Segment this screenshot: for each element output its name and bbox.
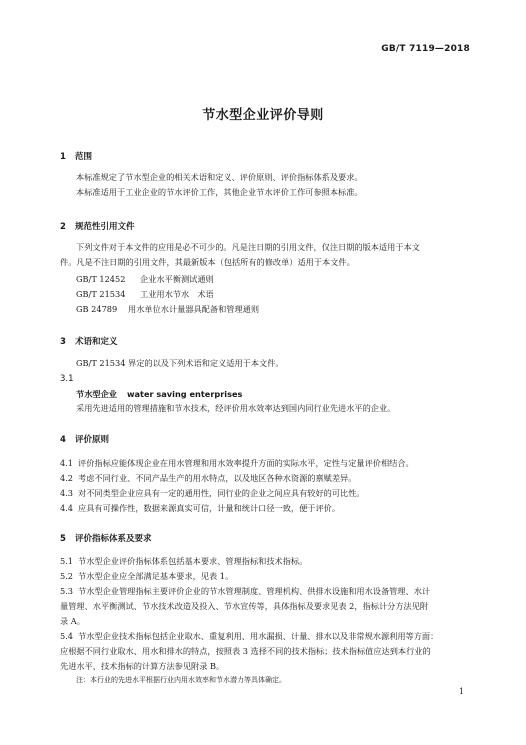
term-entry	[76, 389, 242, 400]
clause-continuation: 量管理、水平衡测试、节水技术改造及投入、节水宣传等，具体指标及要求见表 2，指标计分方法见附	[60, 601, 429, 611]
paragraph: 本标准适用于工业企业的节水评价工作，其他企业节水评价工作可参照本标准。	[76, 187, 363, 197]
clause	[60, 554, 471, 570]
clause-text: 节水型企业技术指标包括企业取水、重复利用、用水漏损、计量、排水以及非常规水源利用等方面：	[78, 631, 439, 641]
clause-number: 4.4	[60, 503, 74, 513]
paragraph: 本标准规定了节水型企业的相关术语和定义、评价原则、评价指标体系及要求。	[76, 172, 363, 182]
note: 注：本行业的先进水平根据行业内用水效率和节水潜力等具体确定。	[76, 676, 286, 684]
paragraph: 件。凡是不注日期的引用文件，其最新版本（包括所有的修改单）适用于本文件。	[60, 257, 355, 267]
page-number: 1	[458, 687, 464, 696]
document-title: 节水型企业评价导则	[202, 108, 324, 123]
term-english: water saving enterprises	[126, 389, 243, 399]
clause-text: 节水型企业应全部满足基本要求，见表 1。	[78, 571, 234, 581]
clause-text: 对不同类型企业应具有一定的通用性，同行业的企业之间应具有较好的可比性。	[78, 488, 365, 498]
clause	[60, 629, 471, 645]
reference-code: GB 24789	[76, 304, 118, 314]
reference-item	[76, 289, 214, 300]
clause-number: 4.1	[60, 458, 74, 468]
clause-continuation: 先进水平，技术指标的计算方法参见附录 B。	[60, 661, 225, 671]
term-chinese: 节水型企业	[76, 389, 117, 399]
clause	[60, 486, 471, 502]
clause-number: 5.3	[60, 586, 74, 596]
clause-text: 评价指标应能体现企业在用水管理和用水效率提升方面的实际水平，定性与定量评价相结合。	[78, 458, 414, 468]
clause-number: 4.2	[60, 473, 74, 483]
clause	[60, 471, 471, 487]
section-title: 范围	[75, 152, 93, 162]
reference-title: 企业水平衡测试通则	[140, 274, 214, 284]
reference-title: 用水单位水计量器具配备和管理通则	[128, 304, 260, 314]
section-1-heading	[60, 150, 92, 162]
clause-number: 5.1	[60, 556, 74, 566]
clause	[60, 584, 471, 600]
section-number: 5	[60, 534, 66, 544]
reference-item	[76, 274, 214, 285]
clause	[60, 501, 471, 517]
reference-code: GB/T 12452	[76, 274, 126, 284]
clause-text: 节水型企业评价指标体系包括基本要求、管理指标和技术指标。	[78, 556, 308, 566]
clause-number: 5.2	[60, 571, 74, 581]
clause-number: 5.4	[60, 631, 74, 641]
section-3-heading	[60, 335, 118, 347]
section-title: 评价原则	[75, 435, 110, 445]
standard-code: GB/T 7119—2018	[381, 44, 470, 54]
clause-text: 应具有可操作性，数据来源真实可信，计量和统计口径一致，便于评价。	[78, 503, 341, 513]
reference-title: 工业用水节水 术语	[140, 289, 214, 299]
section-number: 1	[60, 152, 66, 162]
clause-text: 节水型企业管理指标主要评价企业的节水管理制度、管理机构、供排水设施和用水设备管理、水计	[78, 586, 431, 596]
term-definition: 采用先进适用的管理措施和节水技术，经评价用水效率达到国内同行业先进水平的企业。	[76, 403, 396, 413]
section-title: 术语和定义	[75, 337, 118, 347]
section-title: 评价指标体系及要求	[75, 534, 152, 544]
section-5-heading	[60, 532, 152, 544]
paragraph: 下列文件对于本文件的应用是必不可少的。凡是注日期的引用文件，仅注日期的版本适用于本文	[76, 242, 420, 252]
clause-number: 4.3	[60, 488, 74, 498]
section-4-heading	[60, 433, 109, 445]
reference-code: GB/T 21534	[76, 289, 126, 299]
term-number: 3.1	[60, 374, 74, 384]
clause	[60, 456, 471, 472]
section-title: 规范性引用文件	[75, 222, 135, 232]
section-number: 4	[60, 435, 66, 445]
paragraph: GB/T 21534 界定的以及下列术语和定义适用于本文件。	[76, 358, 284, 368]
clause	[60, 569, 471, 585]
section-number: 2	[60, 222, 66, 232]
clause-text: 考虑不同行业、不同产品生产的用水特点，以及地区各种水资源的禀赋差异。	[78, 473, 357, 483]
section-number: 3	[60, 337, 66, 347]
section-2-heading	[60, 220, 135, 232]
clause-continuation: 应根据不同行业取水、用水和排水的特点，按照表 3 选择不同的技术指标；技术指标值应达到本行业的	[60, 646, 431, 656]
clause-continuation: 录 A。	[60, 616, 85, 626]
reference-item	[76, 304, 259, 315]
